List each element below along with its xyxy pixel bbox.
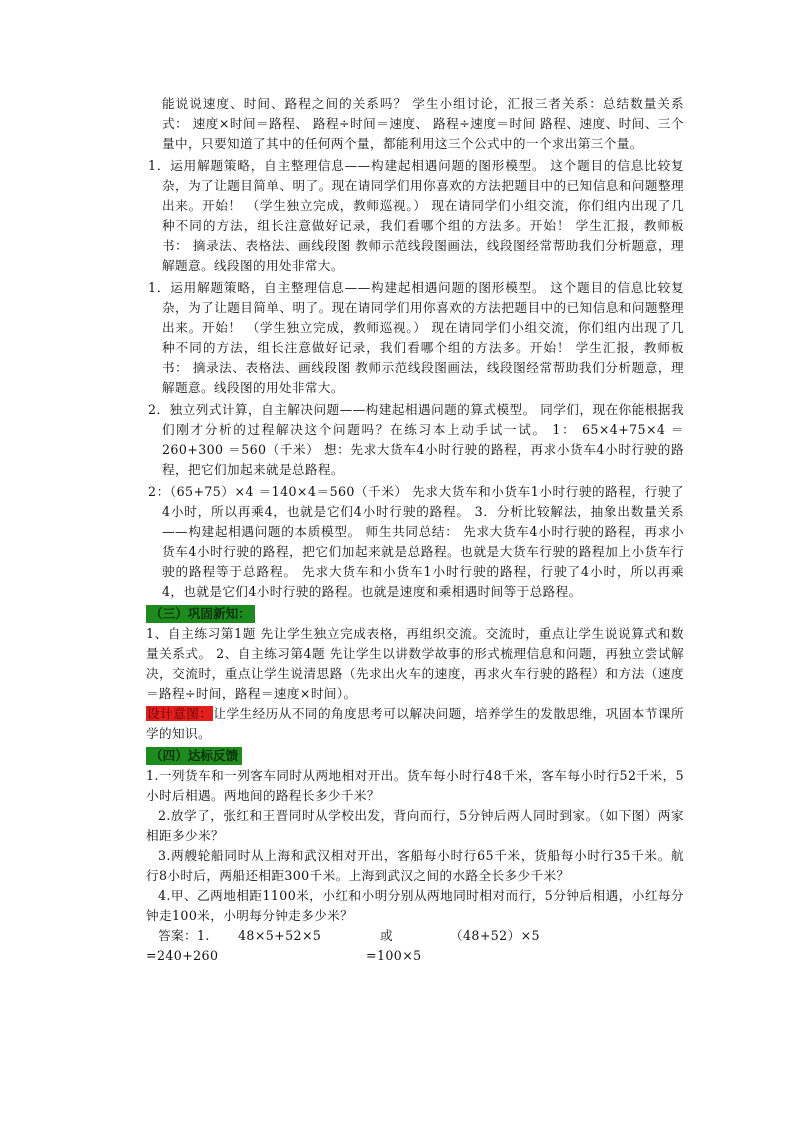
section-3-heading-row [146,604,684,624]
paragraph-strategy-1-repeat: 1．运用解题策略，自主整理信息——构建起相遇问题的图形模型。 这个题目的信息比较复杂，为了让题目简单、明了。现在请同学们用你喜欢的方法把题目中的已知信息和问题整理出来。开始！ （学生独立完成，教师巡视。） 现在请同学们小组交流，你们组内出现了几种不同的方法，组长注意做好记录，我们看哪个组的方法多。开始！ 学生汇报，教师板书： 摘录法、表格法、画线段图 教师示范线段图画法，线段图经常帮助我们分析题意，理解题意。线段图的用处非常大。 [148,280,684,395]
document-page [146,94,684,966]
exercise-4: 4.甲、乙两地相距1100米，小红和小明分别从两地同时相对而行，5分钟后相遇，小红每分钟走100米，小明每分钟走多少米？ [146,888,684,923]
answer-line-2 [146,946,684,966]
design-intent [146,704,684,744]
design-intent-text: 让学生经历从不同的角度思考可以解决问题，培养学生的发散思维，巩固本节课所学的知识。 [146,706,684,741]
intro-paragraph: 能说说速度、时间、路程之间的关系吗？ 学生小组讨论，汇报三者关系：总结数量关系式： 速度×时间＝路程、 路程÷时间＝速度、 路程÷速度＝时间 路程、速度、时间、三个量中，只要知道了其中的任何两个量，都能利用这三个公式中的一个求出第三个量。 [162,96,684,151]
answer-step-a: =240+260 [146,948,219,963]
answer-label: 答案：1. [158,928,210,943]
paragraph-method-comparison: 2：（65+75）×4 ＝140×4＝560（千米） 先求大货车和小货车1小时行驶的路程，行驶了4小时，所以再乘4，也就是它们4小时行驶的路程。 3．分析比较解法，抽象出数量关系——构建起相遇问题的本质模型。 师生共同总结： 先求大货车4小时行驶的路程，再求小货车4小时行驶的路程，把它们加起来就是总路程。也就是大货车行驶的路程加上小货车行驶的路程等于总路程。 先求大货车和小货车1小时行驶的路程，行驶了4小时，所以再乘4，也就是它们4小时行驶的路程。也就是速度和乘相遇时间等于总路程。 [148,484,684,599]
answer-expression-b: （48+52）×5 [450,928,540,943]
section-3-heading: （三）巩固新知： [146,605,255,623]
exercise-3: 3.两艘轮船同时从上海和武汉相对开出，客船每小时行65千米，货船每小时行35千米。航行8小时后，两船还相距300千米。上海到武汉之间的水路全长多少千米？ [146,848,684,883]
section-4-heading: （四）达标反馈 [146,747,242,765]
answer-or: 或 [380,928,393,943]
section-4-heading-row [146,746,684,766]
exercise-2: 2.放学了，张红和王晋同时从学校出发，背向而行，5分钟后两人同时到家。（如下图）两家相距多少米？ [146,808,684,843]
section-3-body: 1、自主练习第1题 先让学生独立完成表格，再组织交流。交流时，重点让学生说说算式和数量关系式。 2、自主练习第4题 先让学生以讲数学故事的形式梳理信息和问题，再独立尝试解决，交流时，重点让学生说清思路（先求出火车的速度，再求火车行驶的路程）和方法（速度＝路程÷时间，路程＝速度×时间）。 [146,626,684,701]
paragraph-independent-calculation: 2．独立列式计算，自主解决问题——构建起相遇问题的算式模型。 同学们，现在你能根据我们刚才分析的过程解决这个问题吗？在练习本上动手试一试。 1： 65×4+75×4 ＝ 260+300 ＝560（千米） 想：先求大货车4小时行驶的路程，再求小货车4小时行驶的路程，把它们加起来就是总路程。 [148,402,684,477]
answer-step-b: =100×5 [366,948,422,963]
answer-line-1 [146,926,684,946]
design-intent-label: 设计意图： [147,706,213,721]
paragraph-strategy-1: 1．运用解题策略，自主整理信息——构建起相遇问题的图形模型。 这个题目的信息比较复杂，为了让题目简单、明了。现在请同学们用你喜欢的方法把题目中的已知信息和问题整理出来。开始！ （学生独立完成，教师巡视。） 现在请同学们小组交流，你们组内出现了几种不同的方法，组长注意做好记录，我们看哪个组的方法多。开始！ 学生汇报，教师板书： 摘录法、表格法、画线段图 教师示范线段图画法，线段图经常帮助我们分析题意，理解题意。线段图的用处非常大。 [148,158,684,273]
exercise-1: 1.一列货车和一列客车同时从两地相对开出。货车每小时行48千米，客车每小时行52千米，5小时后相遇。两地间的路程长多少千米？ [146,768,684,803]
answer-expression-a: 48×5+52×5 [238,928,322,943]
